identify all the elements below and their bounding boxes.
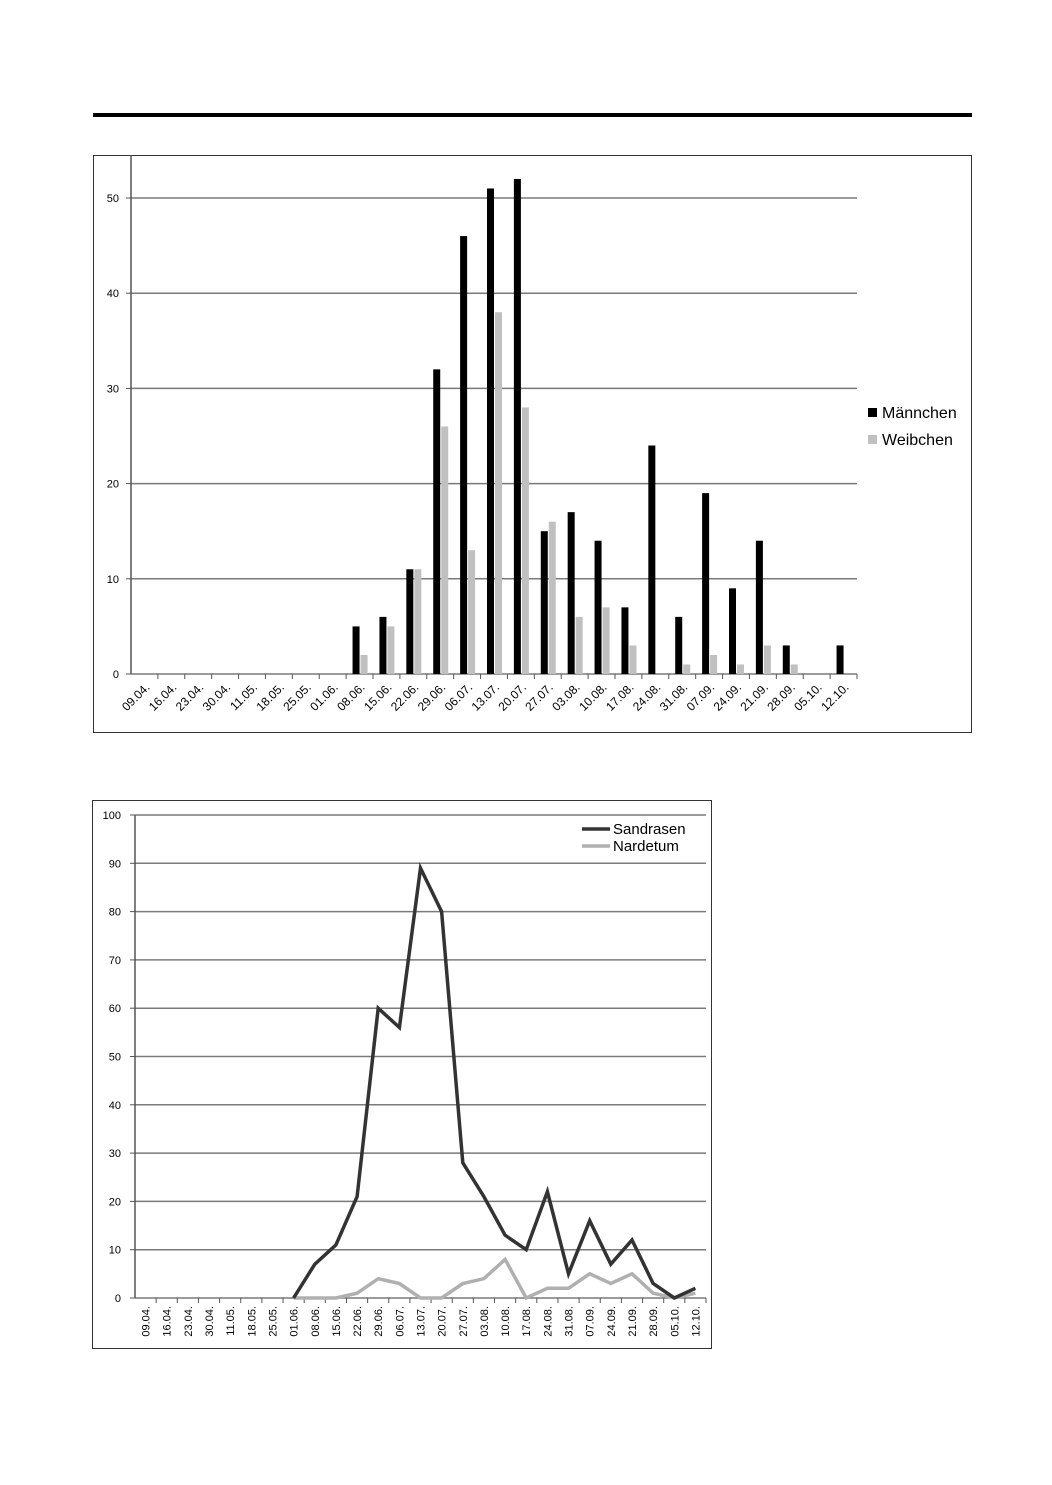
bar-weibchen [441, 426, 448, 674]
y-tick-label: 90 [108, 858, 121, 871]
x-tick-label: 05.10. [791, 680, 825, 714]
x-tick-label: 11.05. [227, 680, 261, 714]
bar-maennchen [514, 179, 521, 674]
legend-swatch-weibchen [868, 435, 877, 444]
x-tick-label: 27.07. [457, 1306, 470, 1337]
bar-maennchen [406, 569, 413, 674]
bar-weibchen [791, 664, 798, 674]
y-tick-label: 40 [108, 1099, 121, 1112]
x-tick-label: 24.09. [710, 680, 745, 714]
x-tick-label: 06.07. [441, 680, 476, 714]
x-tick-label: 09.04. [140, 1306, 153, 1337]
x-tick-label: 22.06. [387, 680, 422, 714]
x-tick-label: 24.08. [542, 1306, 555, 1337]
x-tick-label: 17.08. [603, 680, 637, 714]
x-tick-label: 18.05. [253, 680, 288, 714]
x-tick-label: 11.05. [225, 1306, 238, 1336]
bar-weibchen [495, 312, 502, 674]
bar-maennchen [756, 541, 763, 674]
bar-maennchen [675, 617, 682, 674]
y-tick-label: 100 [102, 810, 121, 822]
x-tick-label: 09.04. [119, 680, 153, 714]
bar-weibchen [683, 664, 690, 674]
x-tick-label: 31.08. [656, 680, 691, 714]
y-tick-label: 50 [106, 193, 119, 205]
x-tick-label: 12.10. [690, 1306, 703, 1337]
bar-maennchen [621, 607, 628, 674]
x-tick-label: 24.08. [629, 680, 664, 714]
legend-label-weibchen: Weibchen [882, 432, 953, 449]
bar-maennchen [379, 617, 386, 674]
bar-weibchen [764, 645, 771, 674]
x-tick-label: 16.04. [161, 1306, 174, 1337]
x-tick-label: 13.07. [468, 680, 503, 714]
bar-maennchen [353, 626, 360, 674]
x-tick-label: 03.08. [549, 680, 583, 714]
legend-label-maennchen: Männchen [882, 405, 957, 422]
bar-maennchen [783, 645, 790, 674]
x-tick-label: 05.10. [669, 1306, 682, 1337]
bar-maennchen [648, 446, 655, 674]
y-tick-label: 20 [108, 1196, 121, 1209]
bar-maennchen [729, 588, 736, 674]
x-tick-label: 07.09. [584, 1306, 597, 1337]
bar-weibchen [576, 617, 583, 674]
legend-swatch-maennchen [868, 408, 877, 417]
x-tick-label: 10.08. [576, 680, 610, 714]
x-tick-label: 01.06. [307, 680, 341, 714]
y-tick-label: 30 [108, 1148, 121, 1161]
x-tick-label: 01.06. [288, 1306, 301, 1337]
bar-weibchen [468, 550, 475, 674]
x-tick-label: 25.05. [280, 680, 314, 714]
x-tick-label: 20.07. [495, 680, 530, 714]
bar-maennchen [568, 512, 575, 674]
bar-weibchen [737, 664, 744, 674]
bar-weibchen [522, 407, 529, 674]
x-tick-label: 29.06. [373, 1306, 386, 1337]
x-tick-label: 15.06. [361, 680, 395, 714]
y-tick-label: 20 [106, 478, 119, 491]
x-tick-label: 28.09. [764, 680, 798, 714]
bar-maennchen [595, 541, 602, 674]
x-tick-label: 23.04. [182, 1306, 195, 1337]
x-tick-label: 18.05. [246, 1306, 259, 1337]
bar-weibchen [629, 645, 636, 674]
bar-maennchen [460, 236, 467, 674]
x-tick-label: 30.04. [199, 680, 234, 714]
x-tick-label: 20.07. [436, 1306, 449, 1337]
x-tick-label: 25.05. [267, 1306, 280, 1337]
x-tick-label: 17.08. [521, 1306, 534, 1337]
bar-weibchen [361, 655, 368, 674]
x-tick-label: 30.04. [204, 1306, 217, 1337]
bar-weibchen [710, 655, 717, 674]
bar-weibchen [414, 569, 421, 674]
x-tick-label: 15.06. [330, 1306, 343, 1337]
x-tick-label: 28.09. [648, 1306, 661, 1337]
x-tick-label: 10.08. [500, 1306, 513, 1337]
bar-maennchen [837, 645, 844, 674]
x-tick-label: 31.08. [563, 1306, 576, 1337]
x-tick-label: 22.06. [352, 1306, 365, 1337]
x-tick-label: 08.06. [334, 680, 368, 714]
x-tick-label: 12.10. [818, 680, 852, 714]
bar-weibchen [387, 626, 394, 674]
x-tick-label: 23.04. [172, 680, 207, 714]
x-tick-label: 16.04. [145, 680, 180, 714]
bar-maennchen [487, 188, 494, 674]
bar-maennchen [702, 493, 709, 674]
legend-label-nardetum: Nardetum [613, 838, 679, 855]
x-tick-label: 13.07. [415, 1306, 428, 1337]
x-tick-label: 21.09. [737, 680, 772, 714]
x-tick-label: 03.08. [478, 1306, 491, 1337]
legend-label-sandrasen: Sandrasen [613, 821, 686, 838]
x-tick-label: 08.06. [309, 1306, 322, 1337]
y-tick-label: 10 [106, 573, 119, 586]
y-tick-label: 0 [114, 1293, 121, 1305]
x-tick-label: 24.09. [605, 1306, 618, 1337]
x-tick-label: 06.07. [394, 1306, 407, 1337]
y-tick-label: 70 [108, 954, 121, 967]
x-tick-label: 07.09. [683, 680, 718, 714]
y-tick-label: 50 [108, 1051, 121, 1064]
bar-maennchen [433, 369, 440, 674]
x-tick-label: 21.09. [626, 1306, 639, 1337]
y-tick-label: 40 [106, 288, 119, 301]
x-tick-label: 27.07. [522, 680, 556, 714]
bar-weibchen [549, 522, 556, 674]
y-tick-label: 0 [112, 669, 119, 681]
y-tick-label: 30 [106, 383, 119, 396]
y-tick-label: 80 [108, 906, 121, 919]
y-tick-label: 60 [108, 1003, 121, 1016]
x-tick-label: 29.06. [414, 680, 449, 714]
bar-maennchen [541, 531, 548, 674]
y-tick-label: 10 [108, 1244, 121, 1257]
bar-weibchen [603, 607, 610, 674]
